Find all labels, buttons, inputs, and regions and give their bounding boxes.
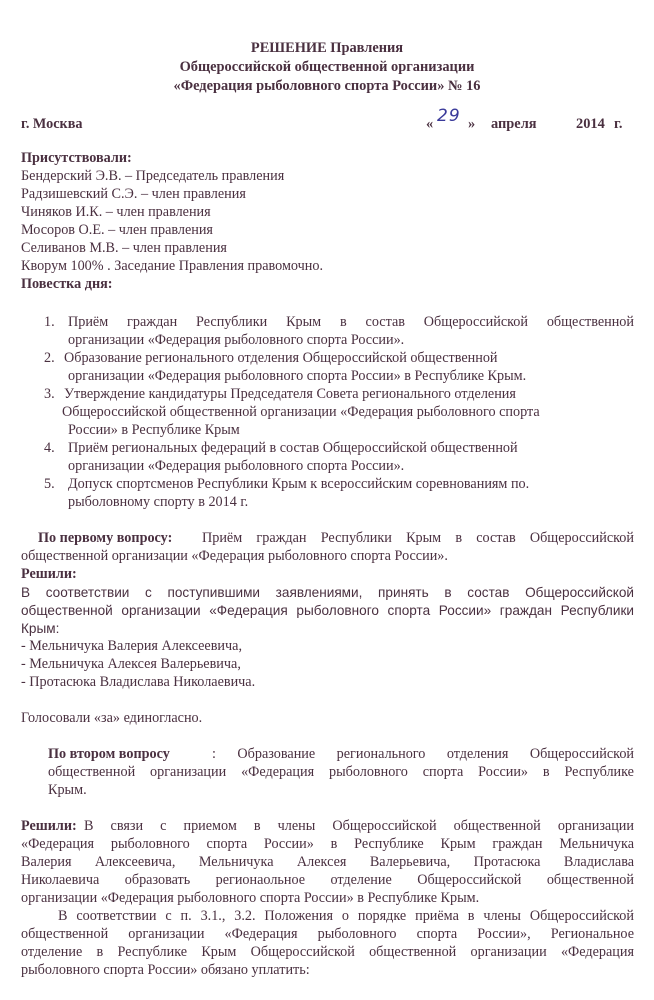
handwritten-day: 29 (437, 106, 461, 126)
agenda-item-text: Общероссийской общественной организации «Федерация рыболовного спорта (62, 404, 540, 420)
federation-name-number: «Федерация рыболовного спорта России» № 16 (173, 78, 481, 94)
member-line: Селиванов М.В. – член правления (21, 240, 227, 256)
agenda-item-text: организации «Федерация рыболовного спорта России». (68, 458, 405, 474)
person-line: - Мельничука Валерия Алексеевича, (21, 638, 243, 654)
question-2-paragraph: общественной организации «Федерация рыболовного спорта России», Региональное (21, 926, 634, 942)
agenda-item-text: организации «Федерация рыболовного спорта России» в Республике Крым. (68, 368, 527, 384)
agenda-item-text: рыболовному спорту в 2014 г. (68, 494, 249, 510)
member-line: Радзишевский С.Э. – член правления (21, 186, 246, 202)
agenda-item-number: 5. (44, 476, 55, 492)
agenda-item-text: Образование регионального отделения Общероссийской общественной (64, 350, 498, 366)
question-2-paragraph: В соответствии с п. 3.1., 3.2. Положения о порядке приёма в члены Общероссийской (58, 908, 634, 924)
attendance-heading: Присутствовали: (21, 150, 132, 166)
question-1-label: По первому вопросу: (38, 530, 173, 546)
date-month: апреля (491, 116, 537, 132)
question-2-text: Крым. (48, 782, 87, 798)
agenda-item-number: 1. (44, 314, 55, 330)
agenda-heading: Повестка дня: (21, 276, 113, 292)
question-2-decision: В связи с приемом в члены Общероссийской общественной организации (84, 818, 634, 834)
question-1-text: Приём граждан Республики Крым в состав Общероссийской (202, 530, 634, 546)
organization-name: Общероссийской общественной организации (179, 59, 475, 75)
quorum-line: Кворум 100% . Заседание Правления правомочно. (21, 258, 324, 274)
agenda-item-number: 2. (44, 350, 55, 366)
member-line: Бендерский Э.В. – Председатель правления (21, 168, 285, 184)
question-2-resolved-label: Решили: (21, 818, 77, 834)
question-2-decision: организации «Федерация рыболовного спорта России» в Республике Крым. (21, 890, 480, 906)
question-1-decision: В соответствии с поступившими заявлениями, принять в состав Общероссийской (21, 585, 634, 600)
agenda-item-text: организации «Федерация рыболовного спорта России». (68, 332, 405, 348)
question-2-decision: «Федерация рыболовного спорта России» в Республике Крым граждан Мельничука (21, 836, 634, 852)
member-line: Чиняков И.К. – член правления (21, 204, 211, 220)
question-2-decision: Валерия Алексеевича, Мельничука Алексея Валерьевича, Протасюка Владислава (21, 854, 634, 870)
agenda-item-number: 3. (44, 386, 55, 402)
agenda-item-text: Приём региональных федераций в состав Общероссийской общественной (68, 440, 518, 456)
question-2-paragraph: рыболовного спорта России» обязано уплатить: (21, 962, 310, 978)
question-2-decision: Николаевича образовать регионаольное отделение Общероссийской общественной (21, 872, 634, 888)
agenda-item-text: Утверждение кандидатуры Председателя Совета регионального отделения (64, 386, 516, 402)
person-line: - Протасюка Владислава Николаевича. (21, 674, 256, 690)
question-1-resolved-label: Решили: (21, 566, 77, 582)
date-year-suffix: г. (614, 116, 623, 132)
question-2-text: общественной организации «Федерация рыболовного спорта России» в Республике (48, 764, 634, 780)
city: г. Москва (21, 116, 83, 132)
vote-result: Голосовали «за» единогласно. (21, 710, 203, 726)
question-2-label: По втором вопросу (48, 746, 170, 762)
document-title: РЕШЕНИЕ Правления (250, 40, 404, 56)
person-line: - Мельничука Алексея Валерьевича, (21, 656, 241, 672)
date-year: 2014 (576, 116, 605, 132)
question-2-paragraph: отделение в Республике Крым Общероссийской общественной организации «Федерация (21, 944, 634, 960)
question-1-text: общественной организации «Федерация рыболовного спорта России». (21, 548, 448, 564)
question-1-decision: Крым: (21, 621, 60, 636)
agenda-item-text: Приём граждан Республики Крым в состав Общероссийской общественной (68, 314, 634, 330)
agenda-item-text: Допуск спортсменов Республики Крым к всероссийским соревнованиям по. (68, 476, 530, 492)
agenda-item-text: России» в Республике Крым (68, 422, 240, 438)
agenda-item-number: 4. (44, 440, 55, 456)
date-quote-close: » (468, 116, 476, 132)
question-1-decision: общественной организации «Федерация рыболовного спорта России» граждан Республики (21, 603, 634, 618)
question-2-text: : Образование регионального отделения Общероссийской (212, 746, 634, 762)
member-line: Мосоров О.Е. – член правления (21, 222, 213, 238)
date-quote-open: « (426, 116, 434, 132)
